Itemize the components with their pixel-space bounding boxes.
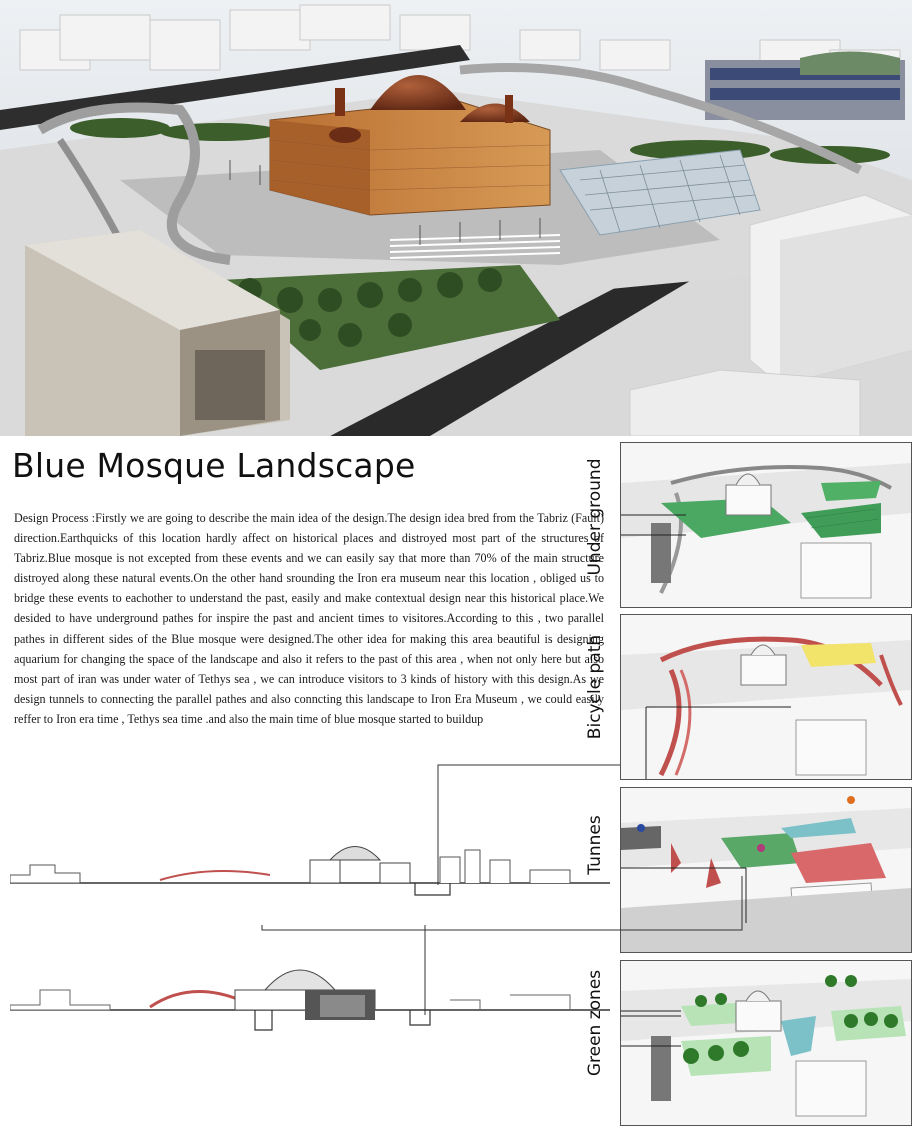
under-ground-diagram — [620, 442, 912, 608]
bicycle-path-diagram — [620, 614, 912, 780]
design-process-text: Design Process :Firstly we are going to describe the main idea of the design.The design idea bred from the Tabriz (Fault) direction.Earthquicks of this location hardly affect on historical places and distroyed most part of the structures of Tabriz.Blue mosque is not excepted from these events and we can easily say that more than 70% of the main structure distroyed along these natural events.On the other hand srounding the Iron era museum near this location , obliged us to bridge these events to eachother to understand the past, easily and make contextual design near this historical place.We desided to have underground pathes for inspire the past and ancient times to visitores.According to this , two parallel pathes in different sides of the Blue mosque were designed.The other idea for making this area beautiful is designing aquarium for changing the space of the landscape and also it refers to the past of this area , when not only here but also most part of iran was under water of Tethys sea , we can introduce visitors to 3 kinds of history with this design.As we design tunnels to connecting the parallel pathes and also conncting this landscape to Iron Era Museum , we could easily reffer to Iron era time , Tethys sea time .and also the main time of blue mosque started to buildup — [14, 511, 604, 726]
green-zones-diagram — [620, 960, 912, 1126]
panel-label-under-ground: Under ground — [585, 458, 605, 576]
panel-label-bicycle-path: Bicycle path — [585, 634, 605, 740]
panel-label-green-zones: Green zones — [585, 969, 605, 1077]
panel-label-tunnes: Tunnes — [585, 815, 605, 875]
section-drawing-lower — [10, 945, 610, 1045]
tunnes-diagram — [620, 787, 912, 953]
poster-title: Blue Mosque Landscape — [12, 446, 416, 485]
section-drawing-upper — [10, 835, 610, 905]
hero-render-image — [0, 0, 912, 436]
